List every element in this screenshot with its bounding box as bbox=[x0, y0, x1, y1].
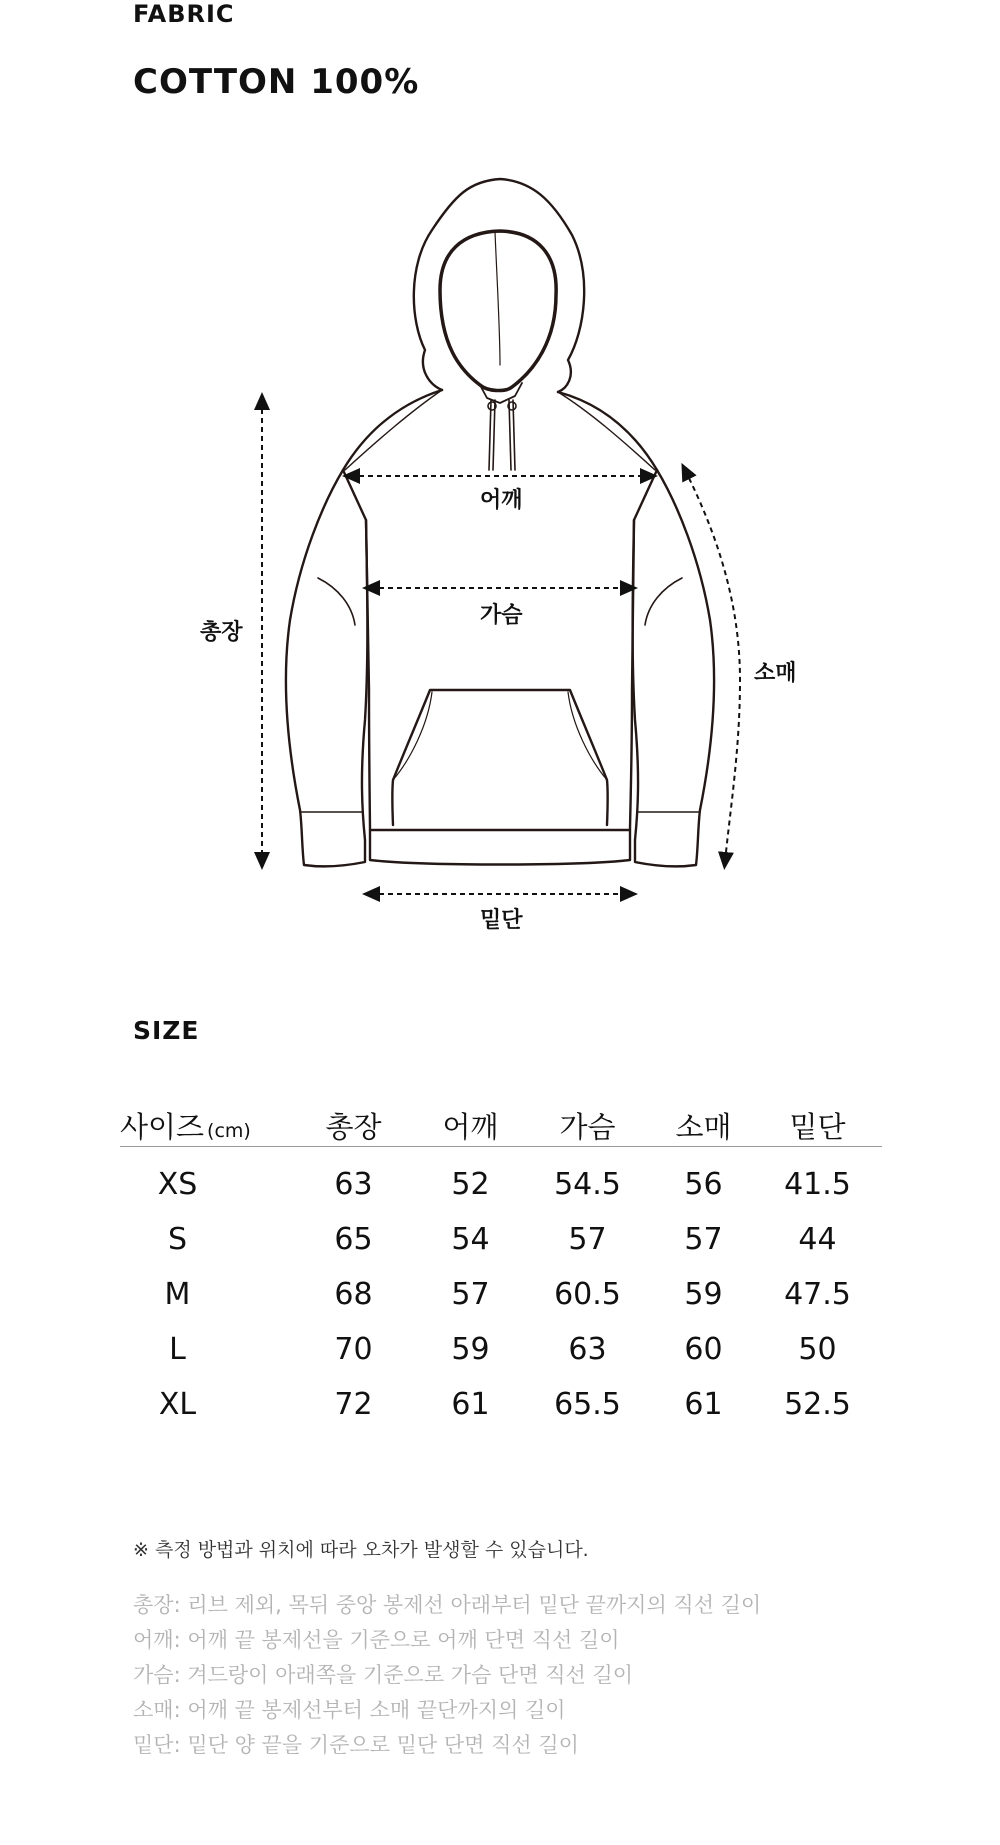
row-value: 60 bbox=[684, 1332, 723, 1367]
row-value: 52 bbox=[451, 1167, 490, 1202]
row-value: 70 bbox=[334, 1332, 373, 1367]
note-line-sleeve: 소매: 어깨 끝 봉제선부터 소매 끝단까지의 길이 bbox=[133, 1698, 566, 1722]
row-value: 63 bbox=[334, 1167, 373, 1202]
header-col-hem: 밑단 bbox=[789, 1110, 846, 1144]
header-size-label: 사이즈 bbox=[120, 1110, 205, 1144]
pocket bbox=[392, 690, 608, 825]
row-value: 41.5 bbox=[784, 1167, 851, 1202]
row-value: 61 bbox=[684, 1387, 723, 1422]
header-col-length: 총장 bbox=[325, 1110, 382, 1144]
row-value: 59 bbox=[451, 1332, 490, 1367]
header-col-chest: 가슴 bbox=[559, 1110, 616, 1144]
row-value: 57 bbox=[451, 1277, 490, 1312]
row-value: 57 bbox=[684, 1222, 723, 1257]
row-size: XS bbox=[157, 1167, 198, 1202]
fabric-value: COTTON 100% bbox=[133, 62, 420, 102]
table-row bbox=[120, 1212, 882, 1267]
sleeve-label: 소매 bbox=[754, 661, 797, 686]
measurement-notes bbox=[133, 1535, 933, 1763]
row-value: 44 bbox=[798, 1222, 837, 1257]
note-line-shoulder: 어깨: 어깨 끝 봉제선을 기준으로 어깨 단면 직선 길이 bbox=[133, 1628, 620, 1652]
hem-band bbox=[370, 830, 630, 865]
row-value: 54.5 bbox=[554, 1167, 621, 1202]
sleeve-arrow bbox=[685, 470, 740, 862]
row-value: 72 bbox=[334, 1387, 373, 1422]
row-value: 60.5 bbox=[554, 1277, 621, 1312]
row-value: 68 bbox=[334, 1277, 373, 1312]
header-size bbox=[120, 1105, 295, 1146]
fabric-label: FABRIC bbox=[133, 0, 235, 28]
row-value: 57 bbox=[568, 1222, 607, 1257]
row-size: S bbox=[167, 1222, 188, 1257]
table-row bbox=[120, 1157, 882, 1212]
note-line-hem: 밑단: 밑단 양 끝을 기준으로 밑단 단면 직선 길이 bbox=[133, 1733, 579, 1757]
row-value: 65.5 bbox=[554, 1387, 621, 1422]
row-value: 65 bbox=[334, 1222, 373, 1257]
row-size: M bbox=[164, 1277, 191, 1312]
size-table bbox=[120, 1090, 882, 1432]
row-value: 52.5 bbox=[784, 1387, 851, 1422]
row-value: 47.5 bbox=[784, 1277, 851, 1312]
row-value: 54 bbox=[451, 1222, 490, 1257]
left-sleeve bbox=[286, 470, 368, 866]
header-col-shoulder: 어깨 bbox=[442, 1110, 499, 1144]
chest-label: 가슴 bbox=[480, 603, 523, 628]
hem-label: 밑단 bbox=[480, 908, 523, 933]
row-value: 50 bbox=[798, 1332, 837, 1367]
row-value: 63 bbox=[568, 1332, 607, 1367]
note-line-length: 총장: 리브 제외, 목뒤 중앙 봉제선 아래부터 밑단 끝까지의 직선 길이 bbox=[133, 1593, 762, 1617]
size-section-title: SIZE bbox=[133, 1016, 200, 1045]
note-disclaimer: ※ 측정 방법과 위치에 따라 오차가 발생할 수 있습니다. bbox=[133, 1539, 589, 1561]
size-table-header bbox=[120, 1090, 882, 1147]
note-line-chest: 가슴: 겨드랑이 아래쪽을 기준으로 가슴 단면 직선 길이 bbox=[133, 1663, 634, 1687]
table-row bbox=[120, 1322, 882, 1377]
row-size: L bbox=[169, 1332, 186, 1367]
header-col-sleeve: 소매 bbox=[675, 1110, 732, 1144]
header-unit: (cm) bbox=[207, 1120, 251, 1142]
row-value: 59 bbox=[684, 1277, 723, 1312]
table-row bbox=[120, 1377, 882, 1432]
length-label: 총장 bbox=[200, 620, 243, 645]
table-row bbox=[120, 1267, 882, 1322]
row-value: 56 bbox=[684, 1167, 723, 1202]
right-sleeve bbox=[633, 470, 715, 866]
row-size: XL bbox=[158, 1387, 197, 1422]
row-value: 61 bbox=[451, 1387, 490, 1422]
shoulder-label: 어깨 bbox=[480, 488, 523, 513]
